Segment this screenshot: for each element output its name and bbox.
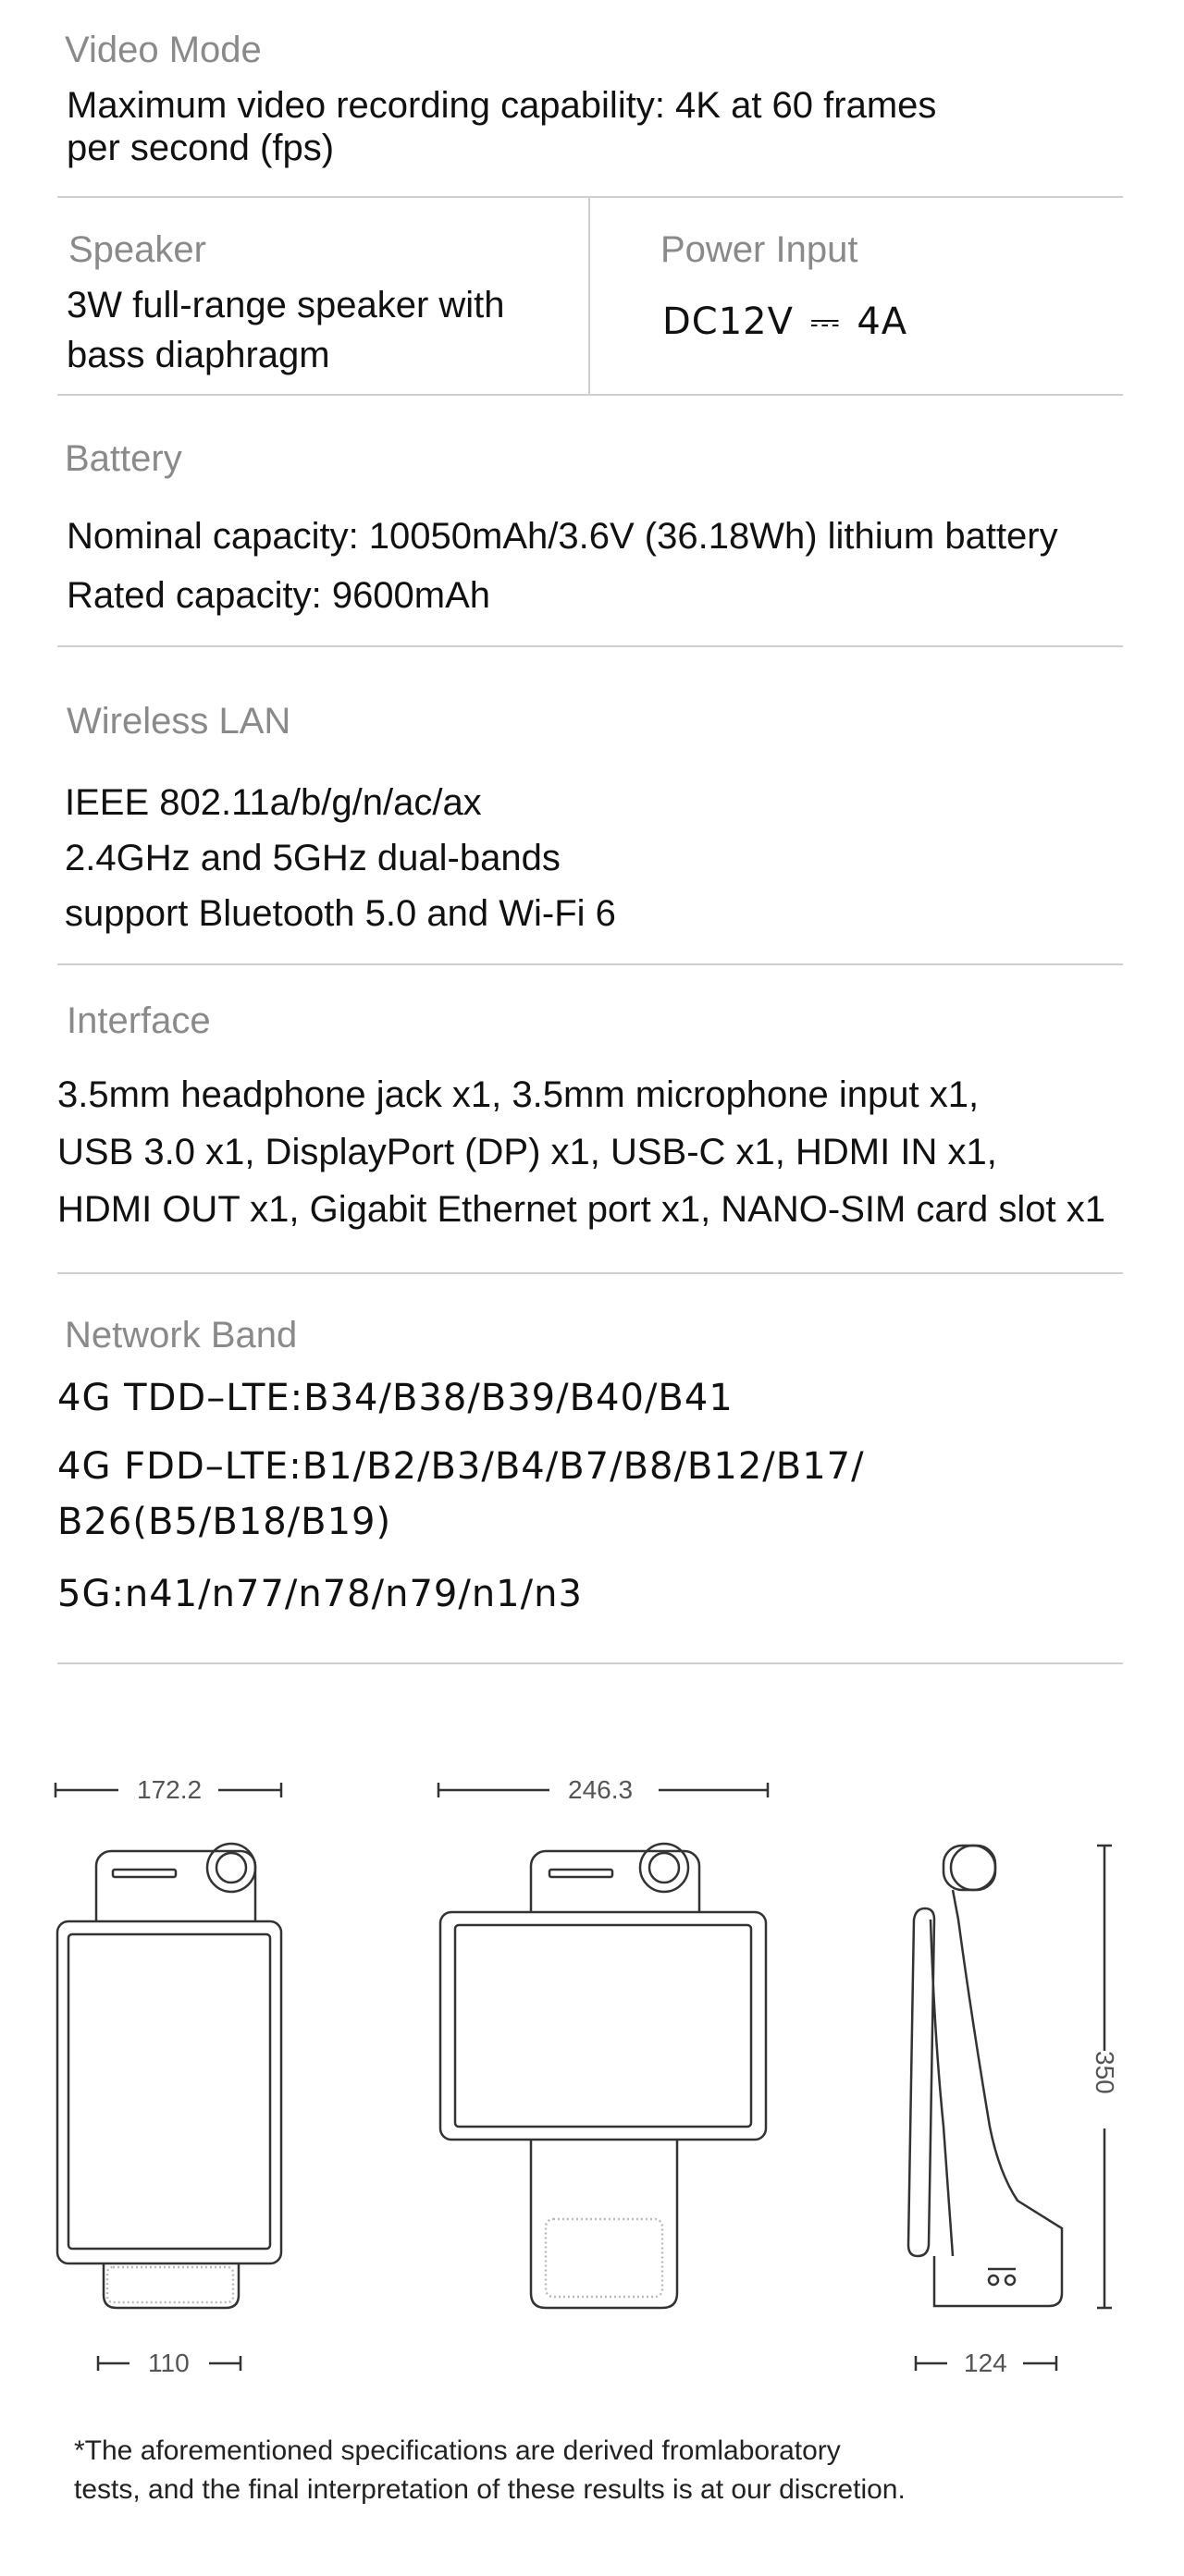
front-width-value: 172.2 — [137, 1775, 203, 1804]
landscape-device-drawing — [440, 1844, 766, 2308]
power-input-label: Power Input — [660, 229, 858, 270]
power-input-value — [662, 300, 907, 344]
divider — [57, 394, 1123, 396]
side-depth-value: 124 — [964, 2349, 1007, 2377]
network-band-label: Network Band — [65, 1315, 298, 1355]
network-band-line4: 5G:n41/n77/n78/n79/n1/n3 — [57, 1573, 583, 1615]
interface-label: Interface — [67, 1000, 211, 1041]
landscape-width-value: 246.3 — [568, 1775, 634, 1804]
divider — [57, 1662, 1123, 1664]
battery-nominal: Nominal capacity: 10050mAh/3.6V (36.18Wh) lithium battery — [67, 516, 1058, 557]
wlan-line2: 2.4GHz and 5GHz dual-bands — [65, 838, 561, 878]
battery-rated: Rated capacity: 9600mAh — [67, 575, 491, 616]
battery-label: Battery — [65, 438, 182, 479]
column-divider — [588, 198, 590, 394]
interface-line1: 3.5mm headphone jack x1, 3.5mm microphone input x1, — [57, 1074, 980, 1115]
network-band-line3: B26(B5/B18/B19) — [57, 1501, 392, 1543]
divider — [57, 645, 1123, 647]
power-input-current: 4A — [857, 301, 908, 343]
dimension-drawings — [0, 1738, 1184, 2404]
footnote-line2: tests, and the final interpretation of these results is at our discretion. — [74, 2474, 906, 2505]
network-band-line1: 4G TDD–LTE:B34/B38/B39/B40/B41 — [57, 1377, 734, 1419]
interface-line2: USB 3.0 x1, DisplayPort (DP) x1, USB-C x1, HDMI IN x1, — [57, 1132, 997, 1172]
footnote-line1: *The aforementioned specifications are derived fromlaboratory — [74, 2435, 841, 2466]
front-depth-value: 110 — [148, 2349, 190, 2377]
network-band-line2: 4G FDD–LTE:B1/B2/B3/B4/B7/B8/B12/B17/ — [57, 1445, 865, 1488]
video-mode-value-line1: Maximum video recording capability: 4K at 60 frames — [67, 85, 937, 126]
wlan-line1: IEEE 802.11a/b/g/n/ac/ax — [65, 782, 482, 823]
power-input-voltage: DC12V — [662, 301, 794, 343]
front-portrait-device-drawing — [57, 1844, 281, 2308]
wlan-line3: support Bluetooth 5.0 and Wi-Fi 6 — [65, 893, 616, 934]
interface-line3: HDMI OUT x1, Gigabit Ethernet port x1, NANO-SIM card slot x1 — [57, 1189, 1105, 1230]
video-mode-value-line2: per second (fps) — [67, 128, 335, 168]
speaker-label: Speaker — [68, 229, 206, 270]
wireless-lan-label: Wireless LAN — [67, 701, 291, 742]
divider — [57, 196, 1123, 198]
side-height-value: 350 — [1091, 2051, 1119, 2094]
divider — [57, 1272, 1123, 1274]
speaker-value-line1: 3W full-range speaker with — [67, 285, 505, 325]
side-device-drawing — [908, 1846, 1062, 2306]
video-mode-label: Video Mode — [65, 30, 262, 70]
divider — [57, 963, 1123, 965]
speaker-value-line2: bass diaphragm — [67, 335, 330, 375]
dc-symbol-icon: ⎓ — [809, 301, 841, 343]
